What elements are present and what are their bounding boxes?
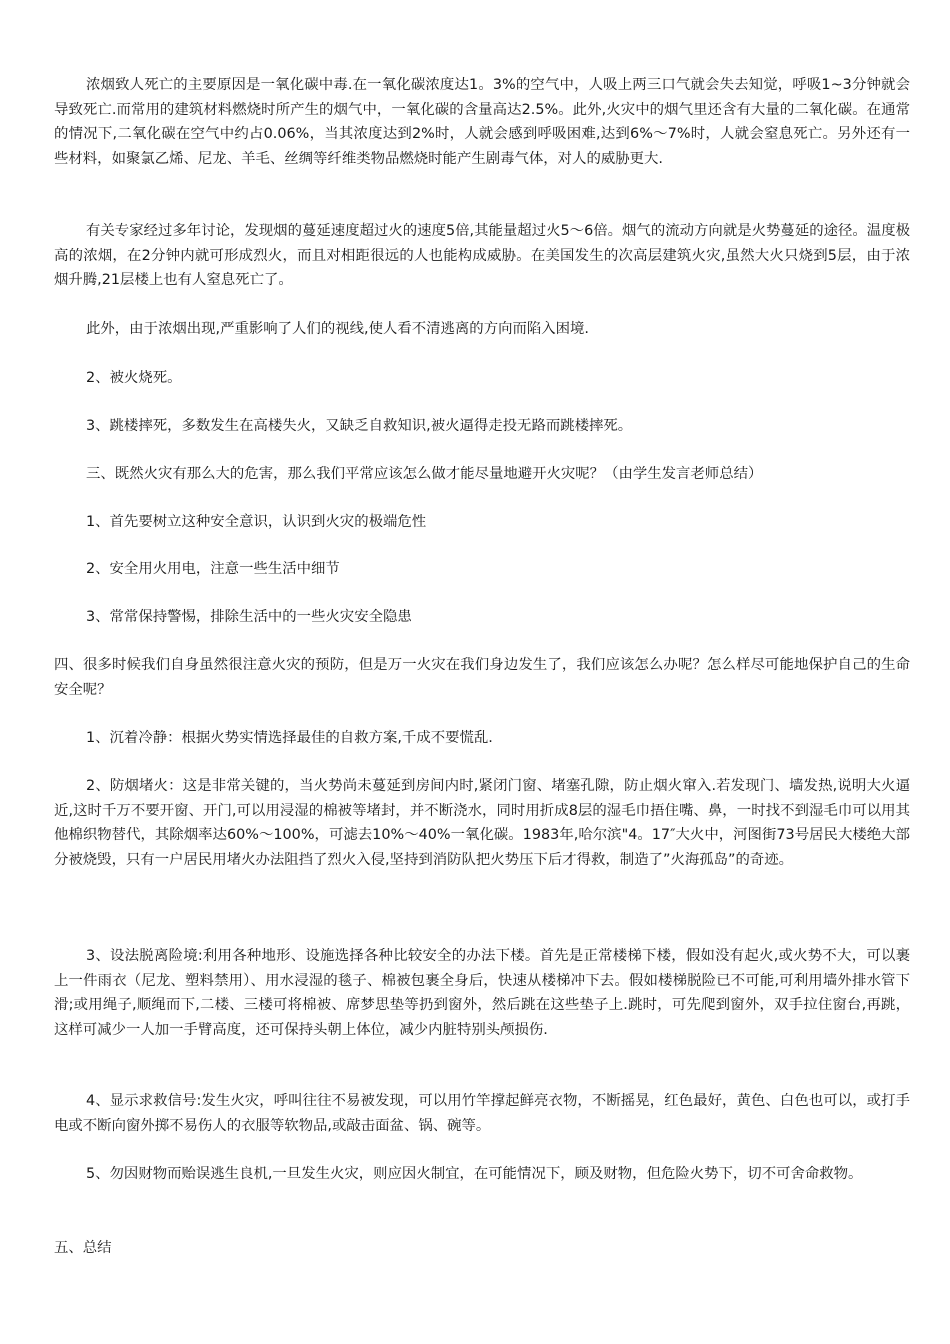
section-four-heading: 四、很多时候我们自身虽然很注意火灾的预防，但是万一火灾在我们身边发生了，我们应该怎么办呢？怎么样尽可能地保护自己的生命安全呢？ xyxy=(54,657,910,698)
list-item-calm: 1、沉着冷静：根据火势实情选择最佳的自救方案,千成不要慌乱. xyxy=(86,730,493,746)
list-item-block-smoke: 2、防烟堵火：这是非常关键的，当火势尚未蔓延到房间内时,紧闭门窗、堵塞孔隙，防止烟火窜入.若发现门、墙发热,说明大火逼近,这时千万不要开窗、开门,可以用浸湿的棉被等堵封，并不断浇水，同时用折成8层的湿毛巾捂住嘴、鼻，一时找不到湿毛巾可以用其他棉织物替代，其除烟率达60%～100%，可滤去10%～40%一氧化碳。1983年,哈尔滨"4。17″大火中，河图街73号居民大楼绝大部分被烧毁，只有一户居民用堵火办法阻挡了烈火入侵,坚持到消防队把火势压下后才得救，制造了”火海孤岛”的奇迹。 xyxy=(54,778,910,868)
list-item-escape: 3、设法脱离险境:利用各种地形、设施选择各种比较安全的办法下楼。首先是正常楼梯下楼，假如没有起火,或火势不大，可以裹上一件雨衣（尼龙、塑料禁用）、用水浸湿的毯子、棉被包裹全身后，快速从楼梯冲下去。假如楼梯脱险已不可能,可利用墙外排水管下滑;或用绳子,顺绳而下,二楼、三楼可将棉被、席梦思垫等扔到窗外，然后跳在这些垫子上.跳时，可先爬到窗外，双手拉住窗台,再跳，这样可减少一人加一手臂高度，还可保持头朝上体位，减少内脏特别头颅损伤. xyxy=(54,948,910,1038)
section-five-heading: 五、总结 xyxy=(54,1240,112,1256)
paragraph-burn: 2、被火烧死。 xyxy=(86,370,182,386)
paragraph-smoke-spread: 有关专家经过多年讨论，发现烟的蔓延速度超过火的速度5倍,其能量超过火5～6倍。烟气的流动方向就是火势蔓延的途径。温度极高的浓烟，在2分钟内就可形成烈火，而且对相距很远的人也能构成威胁。在美国发生的次高层建筑火灾,虽然大火只烧到5层，由于浓烟升腾,21层楼上也有人窒息死亡了。 xyxy=(54,223,910,288)
paragraph-visibility: 此外，由于浓烟出现,严重影响了人们的视线,使人看不清逃离的方向而陷入困境. xyxy=(86,321,590,337)
list-item-safe-use: 2、安全用火用电，注意一些生活中细节 xyxy=(86,561,340,577)
list-item-signal: 4、显示求救信号:发生火灾，呼叫往往不易被发现，可以用竹竿撑起鲜亮衣物，不断摇晃，红色最好，黄色、白色也可以，或打手电或不断向窗外掷不易伤人的衣服等软物品,或敲击面盆、锅、碗等。 xyxy=(54,1093,910,1134)
section-three-heading: 三、既然火灾有那么大的危害，那么我们平常应该怎么做才能尽量地避开火灾呢？（由学生发言老师总结） xyxy=(86,466,763,482)
list-item-awareness: 1、首先要树立这种安全意识，认识到火灾的极端危性 xyxy=(86,514,427,530)
list-item-vigilance: 3、常常保持警惕，排除生活中的一些火灾安全隐患 xyxy=(86,609,412,625)
paragraph-jump: 3、跳楼摔死，多数发生在高楼失火，又缺乏自救知识,被火逼得走投无路而跳楼摔死。 xyxy=(86,418,633,434)
list-item-property: 5、勿因财物而贻误逃生良机,一旦发生火灾，则应因火制宜，在可能情况下，顾及财物，但危险火势下，切不可舍命救物。 xyxy=(86,1166,863,1182)
paragraph-smoke-co: 浓烟致人死亡的主要原因是一氧化碳中毒.在一氧化碳浓度达1。3%的空气中，人吸上两三口气就会失去知觉，呼吸1~3分钟就会导致死亡.而常用的建筑材料燃烧时所产生的烟气中，一氧化碳的含量高达2.5%。此外,火灾中的烟气里还含有大量的二氧化碳。在通常的情况下,二氧化碳在空气中约占0.06%，当其浓度达到2%时，人就会感到呼吸困难,达到6%～7%时，人就会窒息死亡。另外还有一些材料，如聚氯乙烯、尼龙、羊毛、丝绸等纤维类物品燃烧时能产生剧毒气体，对人的威胁更大. xyxy=(54,77,910,167)
